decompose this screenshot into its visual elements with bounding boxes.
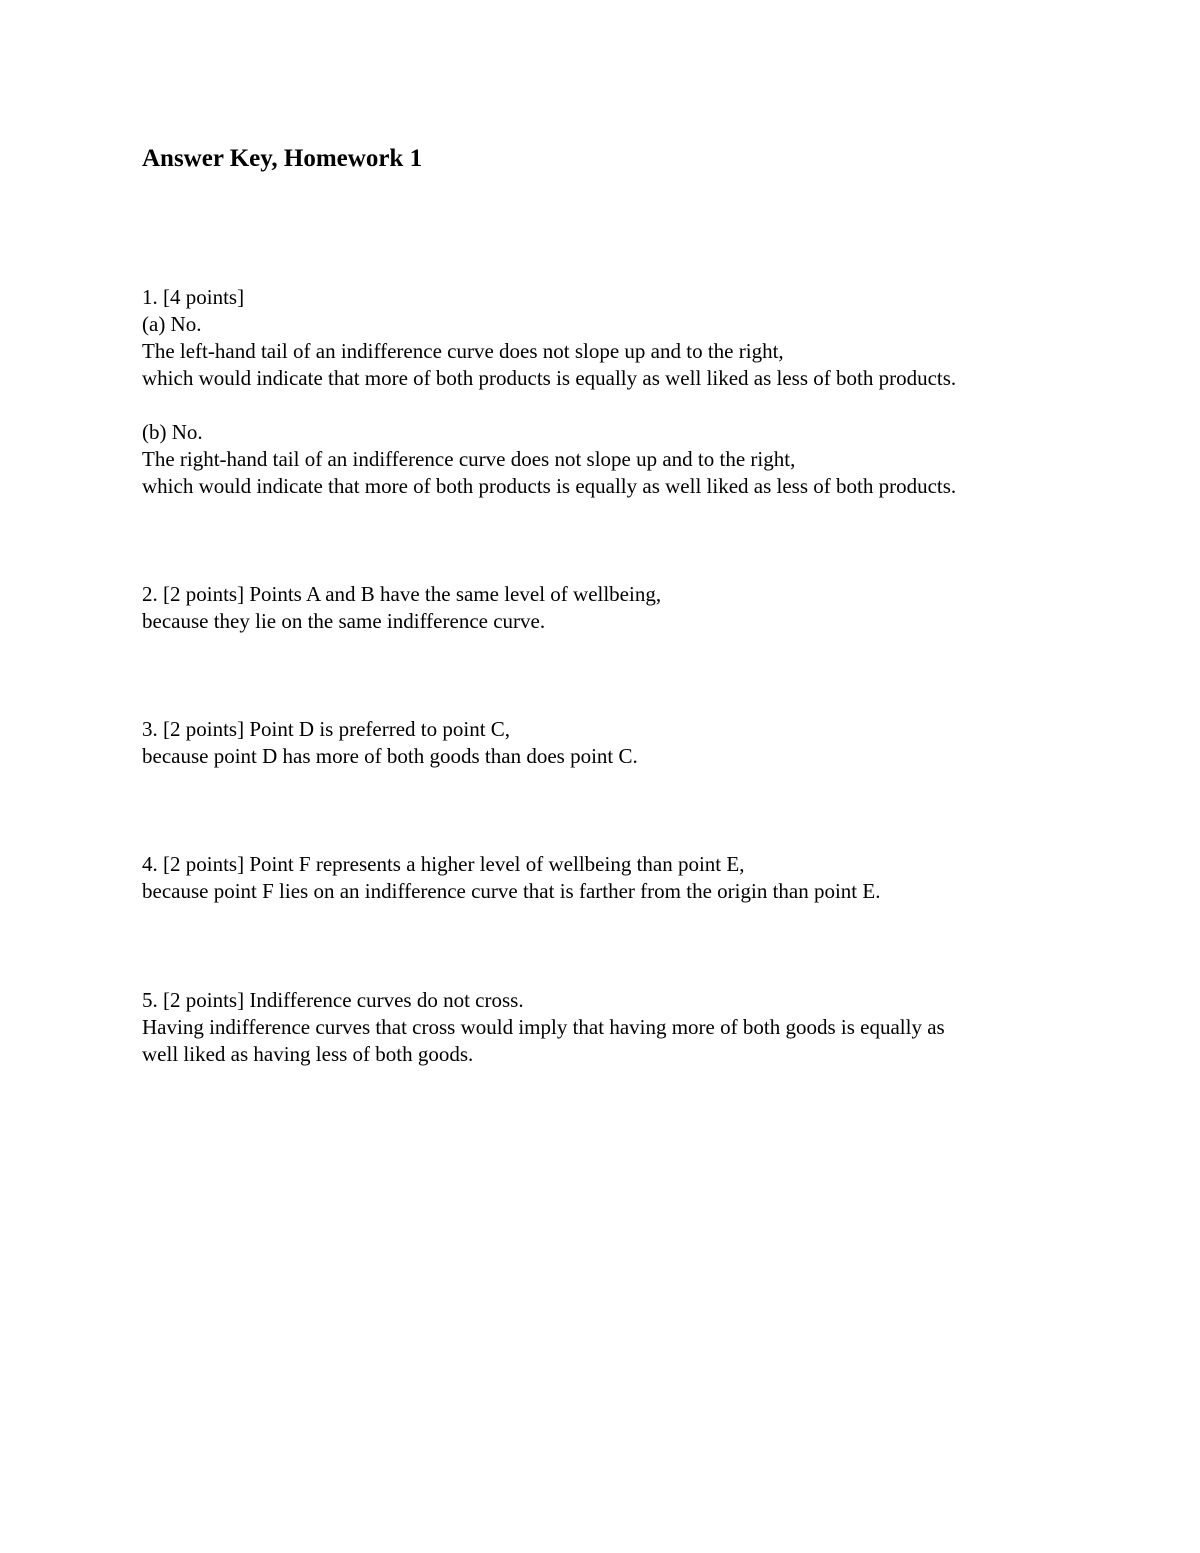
q1-b-line2: which would indicate that more of both products is equally as well liked as less of both products.	[142, 474, 957, 498]
q1-b-line1: The right-hand tail of an indifference curve does not slope up and to the right,	[142, 447, 796, 471]
q4-line1: 4. [2 points] Point F represents a higher level of wellbeing than point E,	[142, 852, 745, 876]
q1-a-label: (a) No.	[142, 312, 202, 336]
q2-line2: because they lie on the same indifference curve.	[142, 609, 546, 633]
q2-line1: 2. [2 points] Points A and B have the same level of wellbeing,	[142, 582, 662, 606]
q5-line1: 5. [2 points] Indifference curves do not cross.	[142, 988, 524, 1012]
q3-line1: 3. [2 points] Point D is preferred to point C,	[142, 717, 511, 741]
q3-line2: because point D has more of both goods than does point C.	[142, 744, 638, 768]
q1-a-line1: The left-hand tail of an indifference curve does not slope up and to the right,	[142, 339, 784, 363]
q1-b-label: (b) No.	[142, 420, 203, 444]
q5-line2: Having indifference curves that cross would imply that having more of both goods is equally as	[142, 1015, 945, 1039]
q1-a-line2: which would indicate that more of both products is equally as well liked as less of both products.	[142, 366, 957, 390]
page-title: Answer Key, Homework 1	[142, 145, 423, 172]
q5-line3: well liked as having less of both goods.	[142, 1042, 474, 1066]
q1-header: 1. [4 points]	[142, 285, 245, 309]
q4-line2: because point F lies on an indifference curve that is farther from the origin than point E.	[142, 879, 881, 903]
